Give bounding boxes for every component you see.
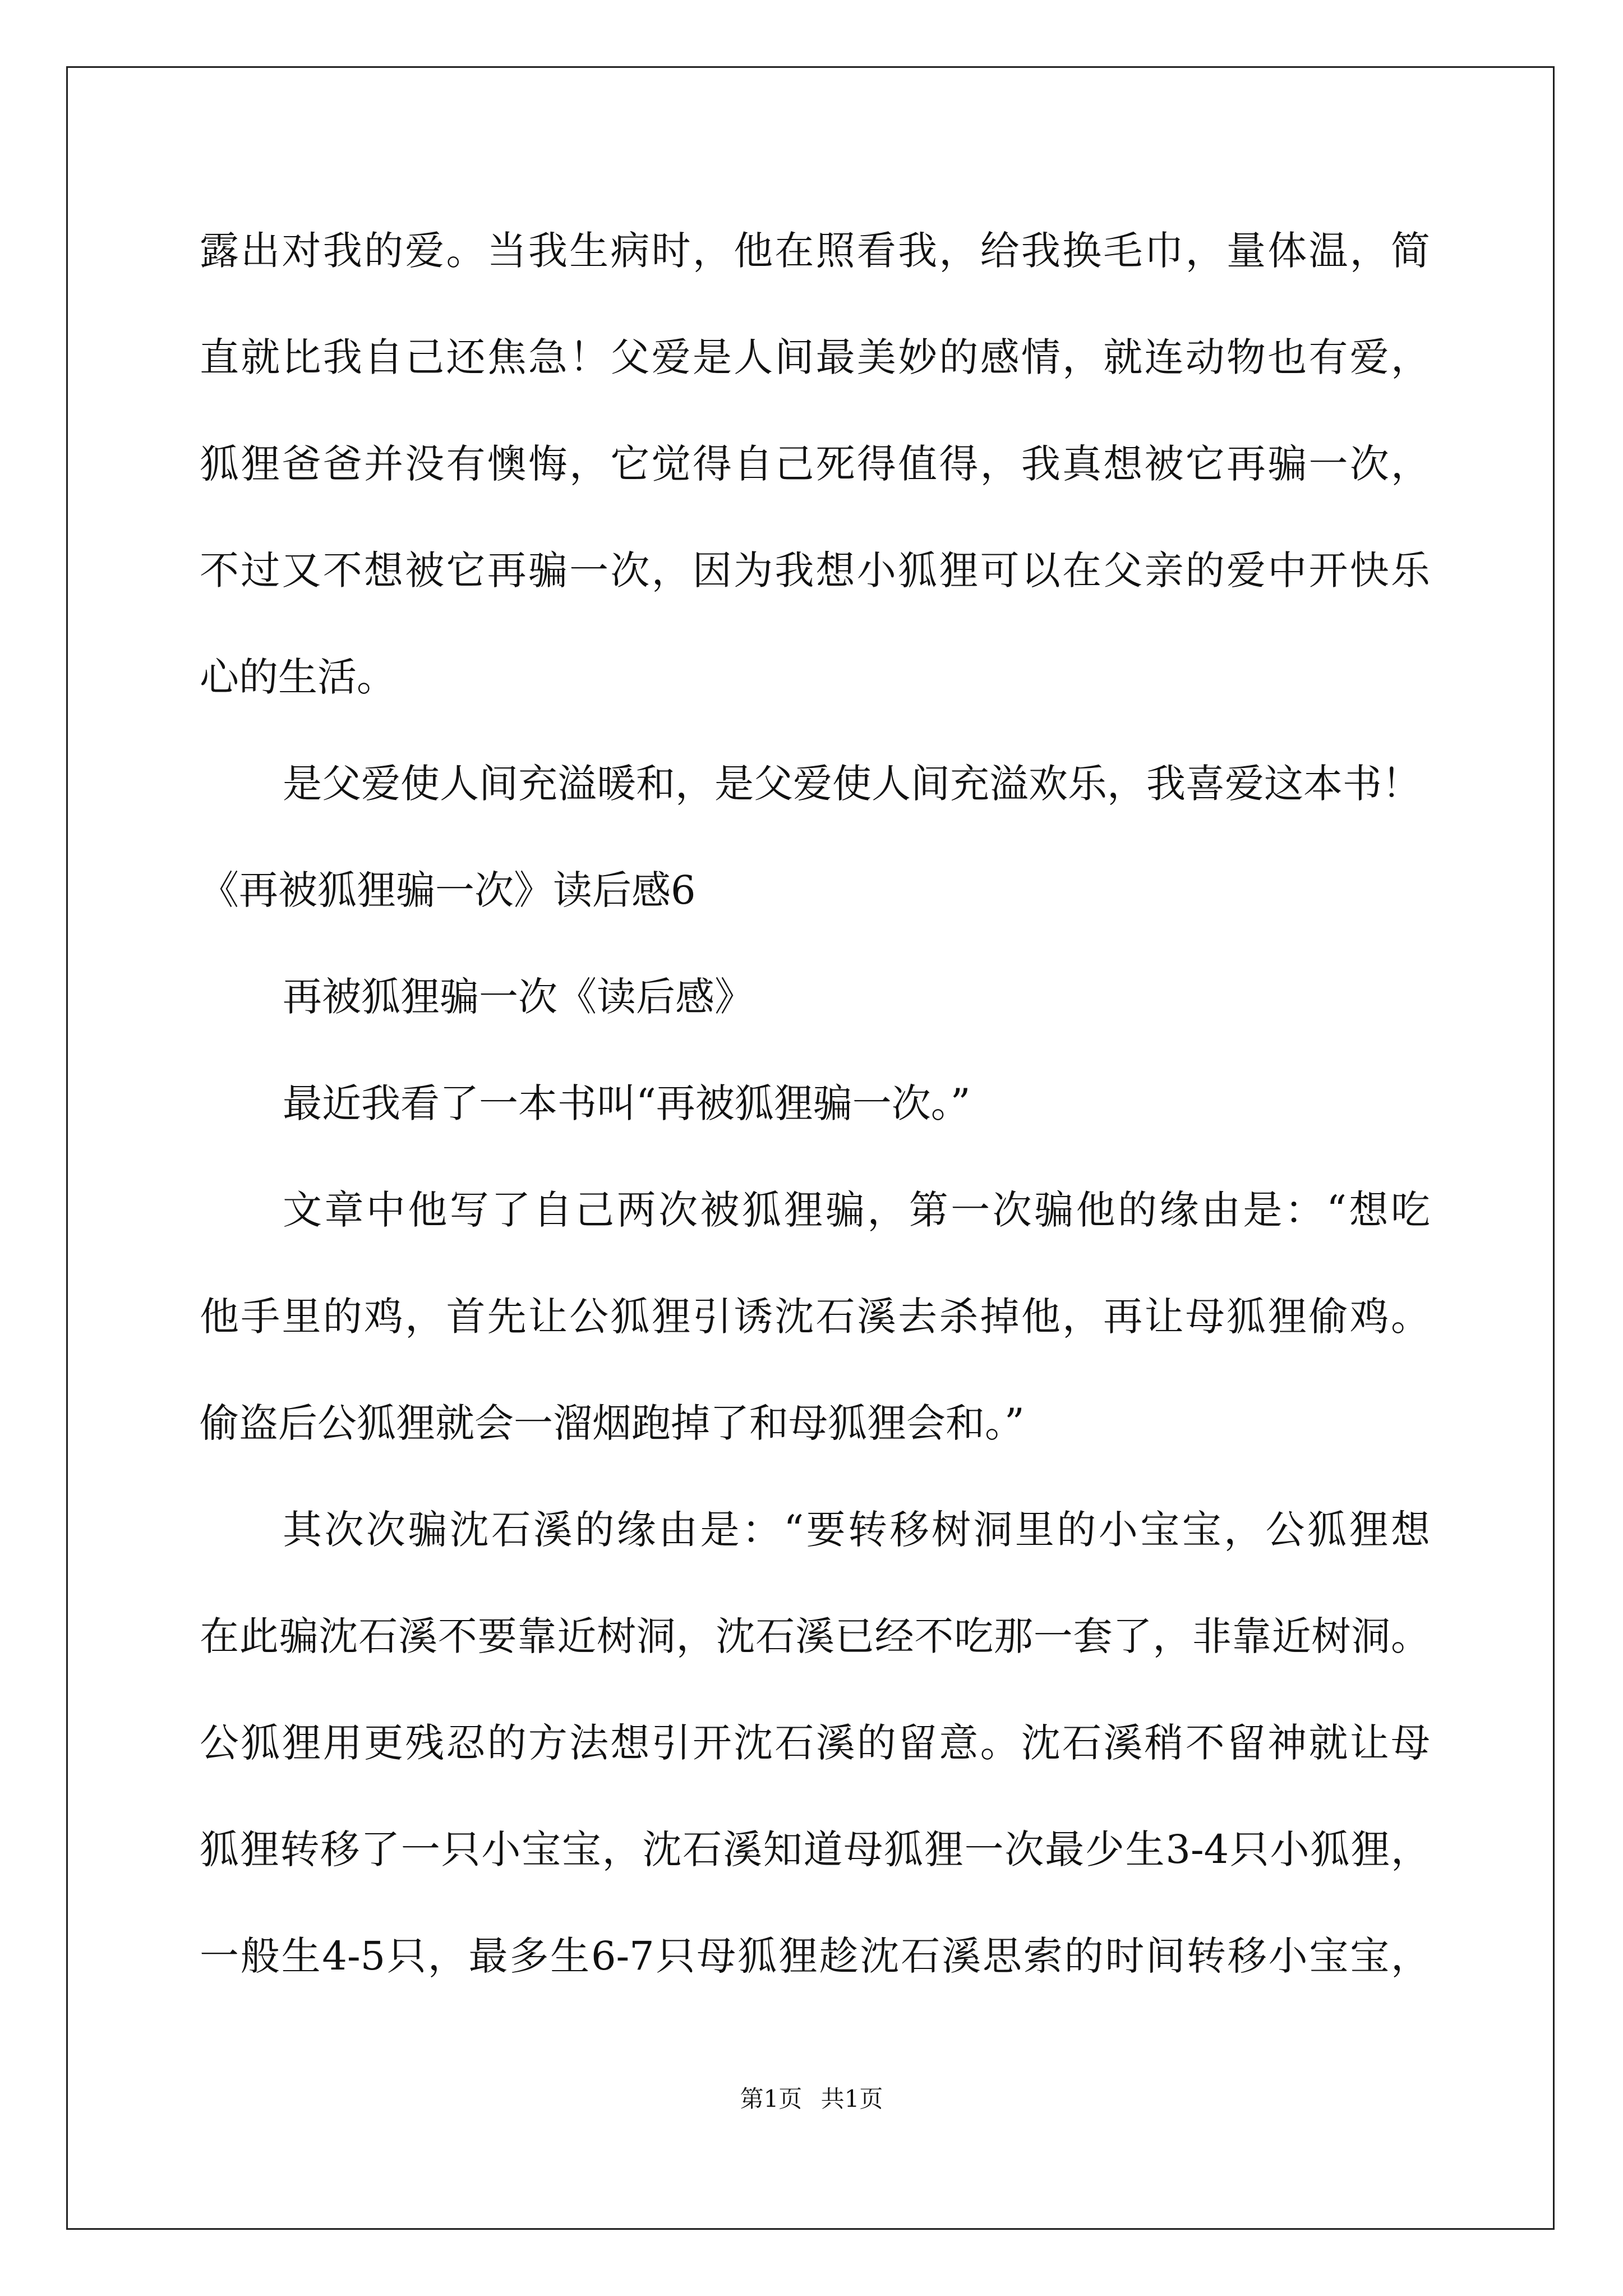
text-line-10: 文章中他写了自己两次被狐狸骗，第一次骗他的缘由是：“想吃 (283, 1187, 1430, 1233)
text-line-3: 狐狸爸爸并没有懊悔，它觉得自己死得值得，我真想被它再骗一次， (200, 441, 1430, 487)
text-line-5: 心的生活。 (200, 654, 396, 700)
section-title: 《再被狐狸骗一次》读后感6 (200, 867, 696, 913)
page-footer (0, 2082, 1623, 2116)
text-line-2: 直就比我自己还焦急！父爱是人间最美妙的感情，就连动物也有爱， (200, 334, 1430, 380)
text-line-4: 不过又不想被它再骗一次，因为我想小狐狸可以在父亲的爱中开快乐 (200, 547, 1430, 593)
page-number: 第1页 (740, 2085, 803, 2113)
text-line-15: 公狐狸用更残忍的方法想引开沈石溪的留意。沈石溪稍不留神就让母 (200, 1720, 1430, 1766)
page-border (66, 66, 1555, 2230)
text-line-16: 狐狸转移了一只小宝宝，沈石溪知道母狐狸一次最少生3-4只小狐狸， (200, 1826, 1430, 1872)
page-total: 共1页 (820, 2085, 883, 2113)
text-line-13: 其次次骗沈石溪的缘由是：“要转移树洞里的小宝宝，公狐狸想 (283, 1507, 1430, 1553)
text-line-1: 露出对我的爱。当我生病时，他在照看我，给我换毛巾，量体温，简 (200, 228, 1430, 274)
text-line-11: 他手里的鸡，首先让公狐狸引诱沈石溪去杀掉他，再让母狐狸偷鸡。 (200, 1294, 1430, 1340)
text-line-6: 是父爱使人间充溢暖和，是父爱使人间充溢欢乐，我喜爱这本书！ (283, 761, 1421, 807)
text-line-14: 在此骗沈石溪不要靠近树洞，沈石溪已经不吃那一套了，非靠近树洞。 (200, 1613, 1430, 1659)
text-line-12: 偷盗后公狐狸就会一溜烟跑掉了和母狐狸会和。” (200, 1400, 1025, 1446)
article-heading: 再被狐狸骗一次《读后感》 (283, 974, 754, 1020)
text-line-9: 最近我看了一本书叫“再被狐狸骗一次。” (283, 1080, 971, 1126)
text-line-17: 一般生4-5只，最多生6-7只母狐狸趁沈石溪思索的时间转移小宝宝， (200, 1933, 1430, 1979)
